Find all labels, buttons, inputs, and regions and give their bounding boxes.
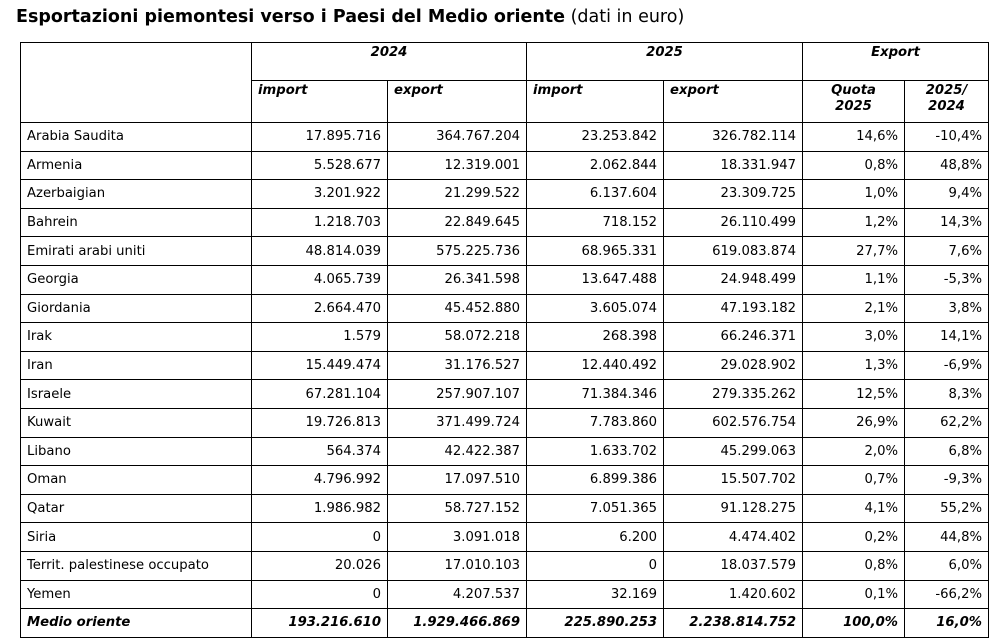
variation-cell: -9,3% xyxy=(905,466,989,495)
export-2025-cell: 619.083.874 xyxy=(664,237,803,266)
export-2024-cell: 3.091.018 xyxy=(388,523,527,552)
import-2025-cell: 1.633.702 xyxy=(527,437,664,466)
table-row xyxy=(21,237,989,266)
export-2024-cell: 58.727.152 xyxy=(388,494,527,523)
total-row xyxy=(21,609,989,638)
country-cell: Yemen xyxy=(21,580,252,609)
table-row xyxy=(21,323,989,352)
import-2024-cell: 67.281.104 xyxy=(252,380,388,409)
table-row xyxy=(21,494,989,523)
export-2025-cell: 15.507.702 xyxy=(664,466,803,495)
variation-cell: 7,6% xyxy=(905,237,989,266)
export-2025-cell: 23.309.725 xyxy=(664,180,803,209)
variation-cell: 3,8% xyxy=(905,294,989,323)
import-2024-cell: 1.986.982 xyxy=(252,494,388,523)
header-export-group: Export xyxy=(803,43,989,81)
export-2025-cell: 18.331.947 xyxy=(664,151,803,180)
variation-cell: 55,2% xyxy=(905,494,989,523)
quota-cell: 14,6% xyxy=(803,123,905,152)
export-2025-cell: 66.246.371 xyxy=(664,323,803,352)
export-2025-cell: 4.474.402 xyxy=(664,523,803,552)
table-row xyxy=(21,380,989,409)
header-variation-line1: 2025/ xyxy=(925,83,968,98)
import-2025-cell: 71.384.346 xyxy=(527,380,664,409)
total-variation-cell: 16,0% xyxy=(905,609,989,638)
import-2024-cell: 564.374 xyxy=(252,437,388,466)
import-2025-cell: 7.051.365 xyxy=(527,494,664,523)
country-cell: Kuwait xyxy=(21,408,252,437)
export-2024-cell: 42.422.387 xyxy=(388,437,527,466)
total-export-2024-cell: 1.929.466.869 xyxy=(388,609,527,638)
total-import-2025-cell: 225.890.253 xyxy=(527,609,664,638)
table-row xyxy=(21,351,989,380)
import-2024-cell: 48.814.039 xyxy=(252,237,388,266)
country-cell: Israele xyxy=(21,380,252,409)
variation-cell: 48,8% xyxy=(905,151,989,180)
quota-cell: 4,1% xyxy=(803,494,905,523)
quota-cell: 0,8% xyxy=(803,151,905,180)
export-2024-cell: 17.010.103 xyxy=(388,551,527,580)
country-cell: Azerbaigian xyxy=(21,180,252,209)
export-2024-cell: 31.176.527 xyxy=(388,351,527,380)
variation-cell: 62,2% xyxy=(905,408,989,437)
export-2025-cell: 47.193.182 xyxy=(664,294,803,323)
export-2025-cell: 18.037.579 xyxy=(664,551,803,580)
variation-cell: 9,4% xyxy=(905,180,989,209)
import-2024-cell: 3.201.922 xyxy=(252,180,388,209)
export-2025-cell: 26.110.499 xyxy=(664,208,803,237)
export-2025-cell: 45.299.063 xyxy=(664,437,803,466)
quota-cell: 27,7% xyxy=(803,237,905,266)
quota-cell: 0,7% xyxy=(803,466,905,495)
country-cell: Qatar xyxy=(21,494,252,523)
quota-cell: 0,2% xyxy=(803,523,905,552)
table-row xyxy=(21,151,989,180)
quota-cell: 1,2% xyxy=(803,208,905,237)
import-2025-cell: 13.647.488 xyxy=(527,265,664,294)
import-2025-cell: 6.200 xyxy=(527,523,664,552)
header-year-2025: 2025 xyxy=(527,43,803,81)
export-2025-cell: 29.028.902 xyxy=(664,351,803,380)
export-2024-cell: 17.097.510 xyxy=(388,466,527,495)
quota-cell: 2,0% xyxy=(803,437,905,466)
table-title-unit: (dati in euro) xyxy=(570,7,685,27)
quota-cell: 12,5% xyxy=(803,380,905,409)
quota-cell: 1,1% xyxy=(803,265,905,294)
country-cell: Siria xyxy=(21,523,252,552)
country-cell: Giordania xyxy=(21,294,252,323)
variation-cell: 44,8% xyxy=(905,523,989,552)
variation-cell: 6,8% xyxy=(905,437,989,466)
import-2025-cell: 68.965.331 xyxy=(527,237,664,266)
import-2025-cell: 718.152 xyxy=(527,208,664,237)
import-2025-cell: 2.062.844 xyxy=(527,151,664,180)
export-2024-cell: 12.319.001 xyxy=(388,151,527,180)
export-2024-cell: 257.907.107 xyxy=(388,380,527,409)
export-2025-cell: 279.335.262 xyxy=(664,380,803,409)
quota-cell: 0,8% xyxy=(803,551,905,580)
header-export-2024: export xyxy=(388,81,527,123)
country-cell: Irak xyxy=(21,323,252,352)
table-body xyxy=(21,123,989,638)
import-2024-cell: 0 xyxy=(252,580,388,609)
export-2025-cell: 24.948.499 xyxy=(664,265,803,294)
country-cell: Arabia Saudita xyxy=(21,123,252,152)
table-title-main: Esportazioni piemontesi verso i Paesi del Medio oriente xyxy=(16,7,566,27)
variation-cell: -6,9% xyxy=(905,351,989,380)
exports-table xyxy=(20,42,989,638)
import-2025-cell: 6.137.604 xyxy=(527,180,664,209)
export-2025-cell: 91.128.275 xyxy=(664,494,803,523)
country-cell: Territ. palestinese occupato xyxy=(21,551,252,580)
total-quota-cell: 100,0% xyxy=(803,609,905,638)
export-2025-cell: 602.576.754 xyxy=(664,408,803,437)
table-row xyxy=(21,551,989,580)
import-2024-cell: 4.065.739 xyxy=(252,265,388,294)
total-country-cell: Medio oriente xyxy=(21,609,252,638)
table-title xyxy=(16,5,684,29)
table-row xyxy=(21,180,989,209)
quota-cell: 1,3% xyxy=(803,351,905,380)
import-2025-cell: 32.169 xyxy=(527,580,664,609)
variation-cell: -66,2% xyxy=(905,580,989,609)
total-export-2025-cell: 2.238.814.752 xyxy=(664,609,803,638)
import-2024-cell: 17.895.716 xyxy=(252,123,388,152)
import-2025-cell: 23.253.842 xyxy=(527,123,664,152)
table-row xyxy=(21,580,989,609)
quota-cell: 3,0% xyxy=(803,323,905,352)
import-2025-cell: 3.605.074 xyxy=(527,294,664,323)
import-2024-cell: 19.726.813 xyxy=(252,408,388,437)
export-2024-cell: 364.767.204 xyxy=(388,123,527,152)
export-2024-cell: 58.072.218 xyxy=(388,323,527,352)
import-2024-cell: 20.026 xyxy=(252,551,388,580)
table-row xyxy=(21,208,989,237)
import-2025-cell: 0 xyxy=(527,551,664,580)
header-country-empty xyxy=(21,43,252,123)
import-2024-cell: 1.218.703 xyxy=(252,208,388,237)
header-row-years xyxy=(21,43,989,81)
table-row xyxy=(21,523,989,552)
header-variation xyxy=(905,81,989,123)
variation-cell: 14,1% xyxy=(905,323,989,352)
header-quota-line2: 2025 xyxy=(835,99,872,114)
country-cell: Iran xyxy=(21,351,252,380)
import-2024-cell: 0 xyxy=(252,523,388,552)
import-2024-cell: 2.664.470 xyxy=(252,294,388,323)
variation-cell: 14,3% xyxy=(905,208,989,237)
header-variation-line2: 2024 xyxy=(928,99,965,114)
table-row xyxy=(21,123,989,152)
variation-cell: -10,4% xyxy=(905,123,989,152)
country-cell: Emirati arabi uniti xyxy=(21,237,252,266)
export-2025-cell: 1.420.602 xyxy=(664,580,803,609)
export-2024-cell: 575.225.736 xyxy=(388,237,527,266)
header-import-2024: import xyxy=(252,81,388,123)
export-2024-cell: 22.849.645 xyxy=(388,208,527,237)
export-2024-cell: 45.452.880 xyxy=(388,294,527,323)
import-2024-cell: 4.796.992 xyxy=(252,466,388,495)
variation-cell: 8,3% xyxy=(905,380,989,409)
quota-cell: 1,0% xyxy=(803,180,905,209)
variation-cell: 6,0% xyxy=(905,551,989,580)
variation-cell: -5,3% xyxy=(905,265,989,294)
table-row xyxy=(21,437,989,466)
table-row xyxy=(21,265,989,294)
import-2025-cell: 12.440.492 xyxy=(527,351,664,380)
import-2024-cell: 15.449.474 xyxy=(252,351,388,380)
country-cell: Armenia xyxy=(21,151,252,180)
export-2024-cell: 4.207.537 xyxy=(388,580,527,609)
total-import-2024-cell: 193.216.610 xyxy=(252,609,388,638)
quota-cell: 2,1% xyxy=(803,294,905,323)
import-2025-cell: 268.398 xyxy=(527,323,664,352)
table-row xyxy=(21,408,989,437)
export-2024-cell: 21.299.522 xyxy=(388,180,527,209)
country-cell: Oman xyxy=(21,466,252,495)
header-quota-line1: Quota xyxy=(831,83,876,98)
header-quota xyxy=(803,81,905,123)
export-2025-cell: 326.782.114 xyxy=(664,123,803,152)
country-cell: Libano xyxy=(21,437,252,466)
quota-cell: 26,9% xyxy=(803,408,905,437)
header-import-2025: import xyxy=(527,81,664,123)
export-2024-cell: 371.499.724 xyxy=(388,408,527,437)
table-row xyxy=(21,466,989,495)
header-year-2024: 2024 xyxy=(252,43,527,81)
import-2025-cell: 7.783.860 xyxy=(527,408,664,437)
import-2024-cell: 5.528.677 xyxy=(252,151,388,180)
import-2024-cell: 1.579 xyxy=(252,323,388,352)
header-export-2025: export xyxy=(664,81,803,123)
country-cell: Bahrein xyxy=(21,208,252,237)
quota-cell: 0,1% xyxy=(803,580,905,609)
import-2025-cell: 6.899.386 xyxy=(527,466,664,495)
export-2024-cell: 26.341.598 xyxy=(388,265,527,294)
table-row xyxy=(21,294,989,323)
country-cell: Georgia xyxy=(21,265,252,294)
